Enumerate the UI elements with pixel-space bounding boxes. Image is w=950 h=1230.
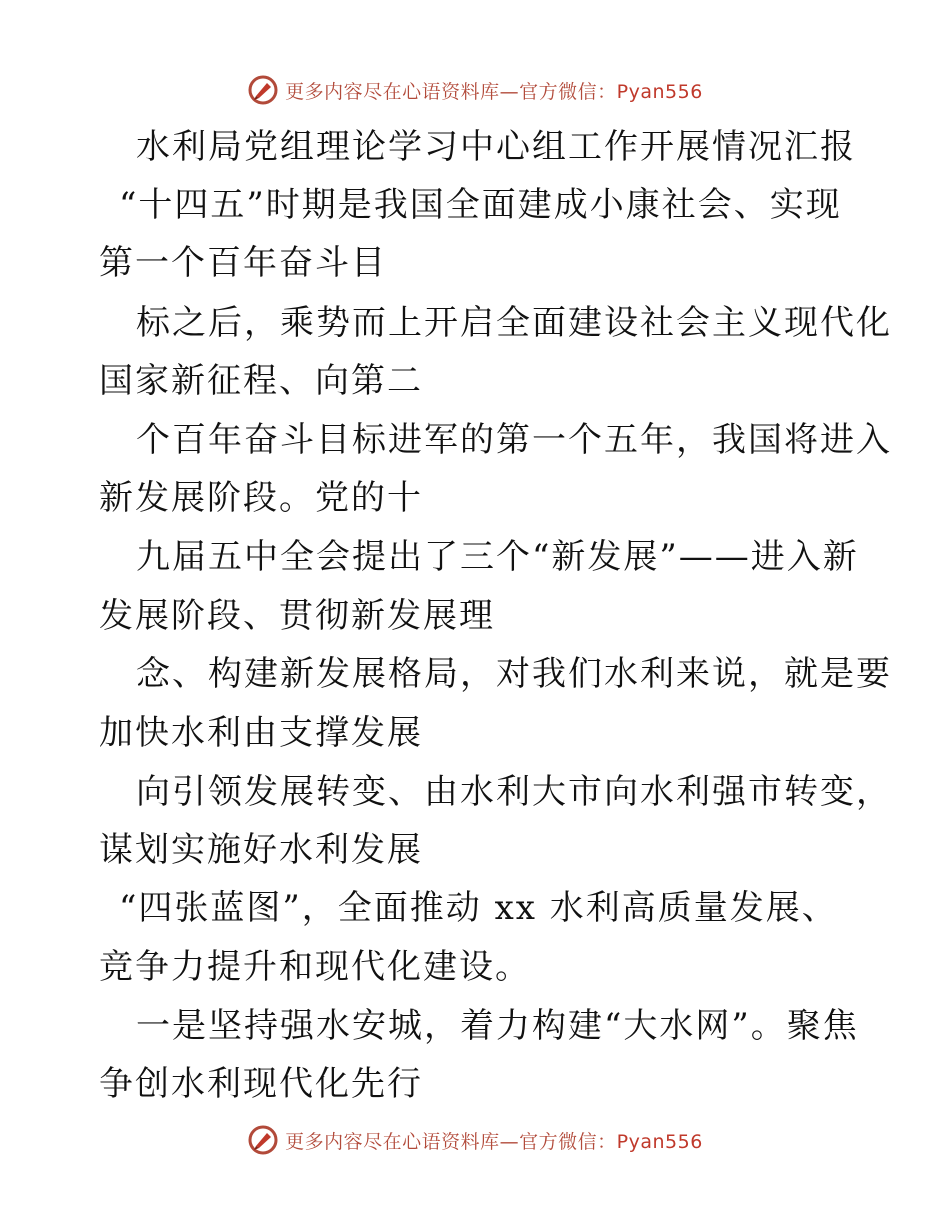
text-line: 国家新征程、向第二 [99, 361, 423, 401]
text-line: 谋划实施好水利发展 [99, 830, 423, 870]
text-line: “十四五”时期是我国全面建成小康社会、实现 [119, 185, 842, 225]
pen-nib-logo-icon [247, 1124, 279, 1156]
watermark-text: 更多内容尽在心语资料库—官方微信：Pyan556 [285, 80, 703, 103]
text-line: 发展阶段、贯彻新发展理 [99, 596, 495, 636]
text-line: 向引领发展转变、由水利大市向水利强市转变， [136, 772, 892, 812]
text-line: “四张蓝图”，全面推动 xx 水利高质量发展、 [119, 888, 838, 928]
text-line: 九届五中全会提出了三个“新发展”——进入新 [136, 537, 859, 577]
text-line: 标之后，乘势而上开启全面建设社会主义现代化 [136, 303, 892, 343]
text-line: 加快水利由支撑发展 [99, 713, 423, 753]
text-line: 个百年奋斗目标进军的第一个五年，我国将进入 [136, 420, 892, 460]
watermark-footer [0, 1120, 950, 1160]
text-line: 一是坚持强水安城，着力构建“大水网”。聚焦 [136, 1006, 859, 1046]
wechat-id: Pyan556 [616, 1130, 703, 1153]
text-line: 念、构建新发展格局，对我们水利来说，就是要 [136, 654, 892, 694]
text-line: 竞争力提升和现代化建设。 [99, 947, 531, 987]
text-line: 争创水利现代化先行 [99, 1064, 423, 1104]
text-line: 新发展阶段。党的十 [99, 478, 423, 518]
wechat-id: Pyan556 [616, 80, 703, 103]
document-title: 水利局党组理论学习中心组工作开展情况汇报 [136, 127, 856, 167]
text-line: 第一个百年奋斗目 [99, 243, 387, 283]
watermark-text: 更多内容尽在心语资料库—官方微信：Pyan556 [285, 1130, 703, 1153]
